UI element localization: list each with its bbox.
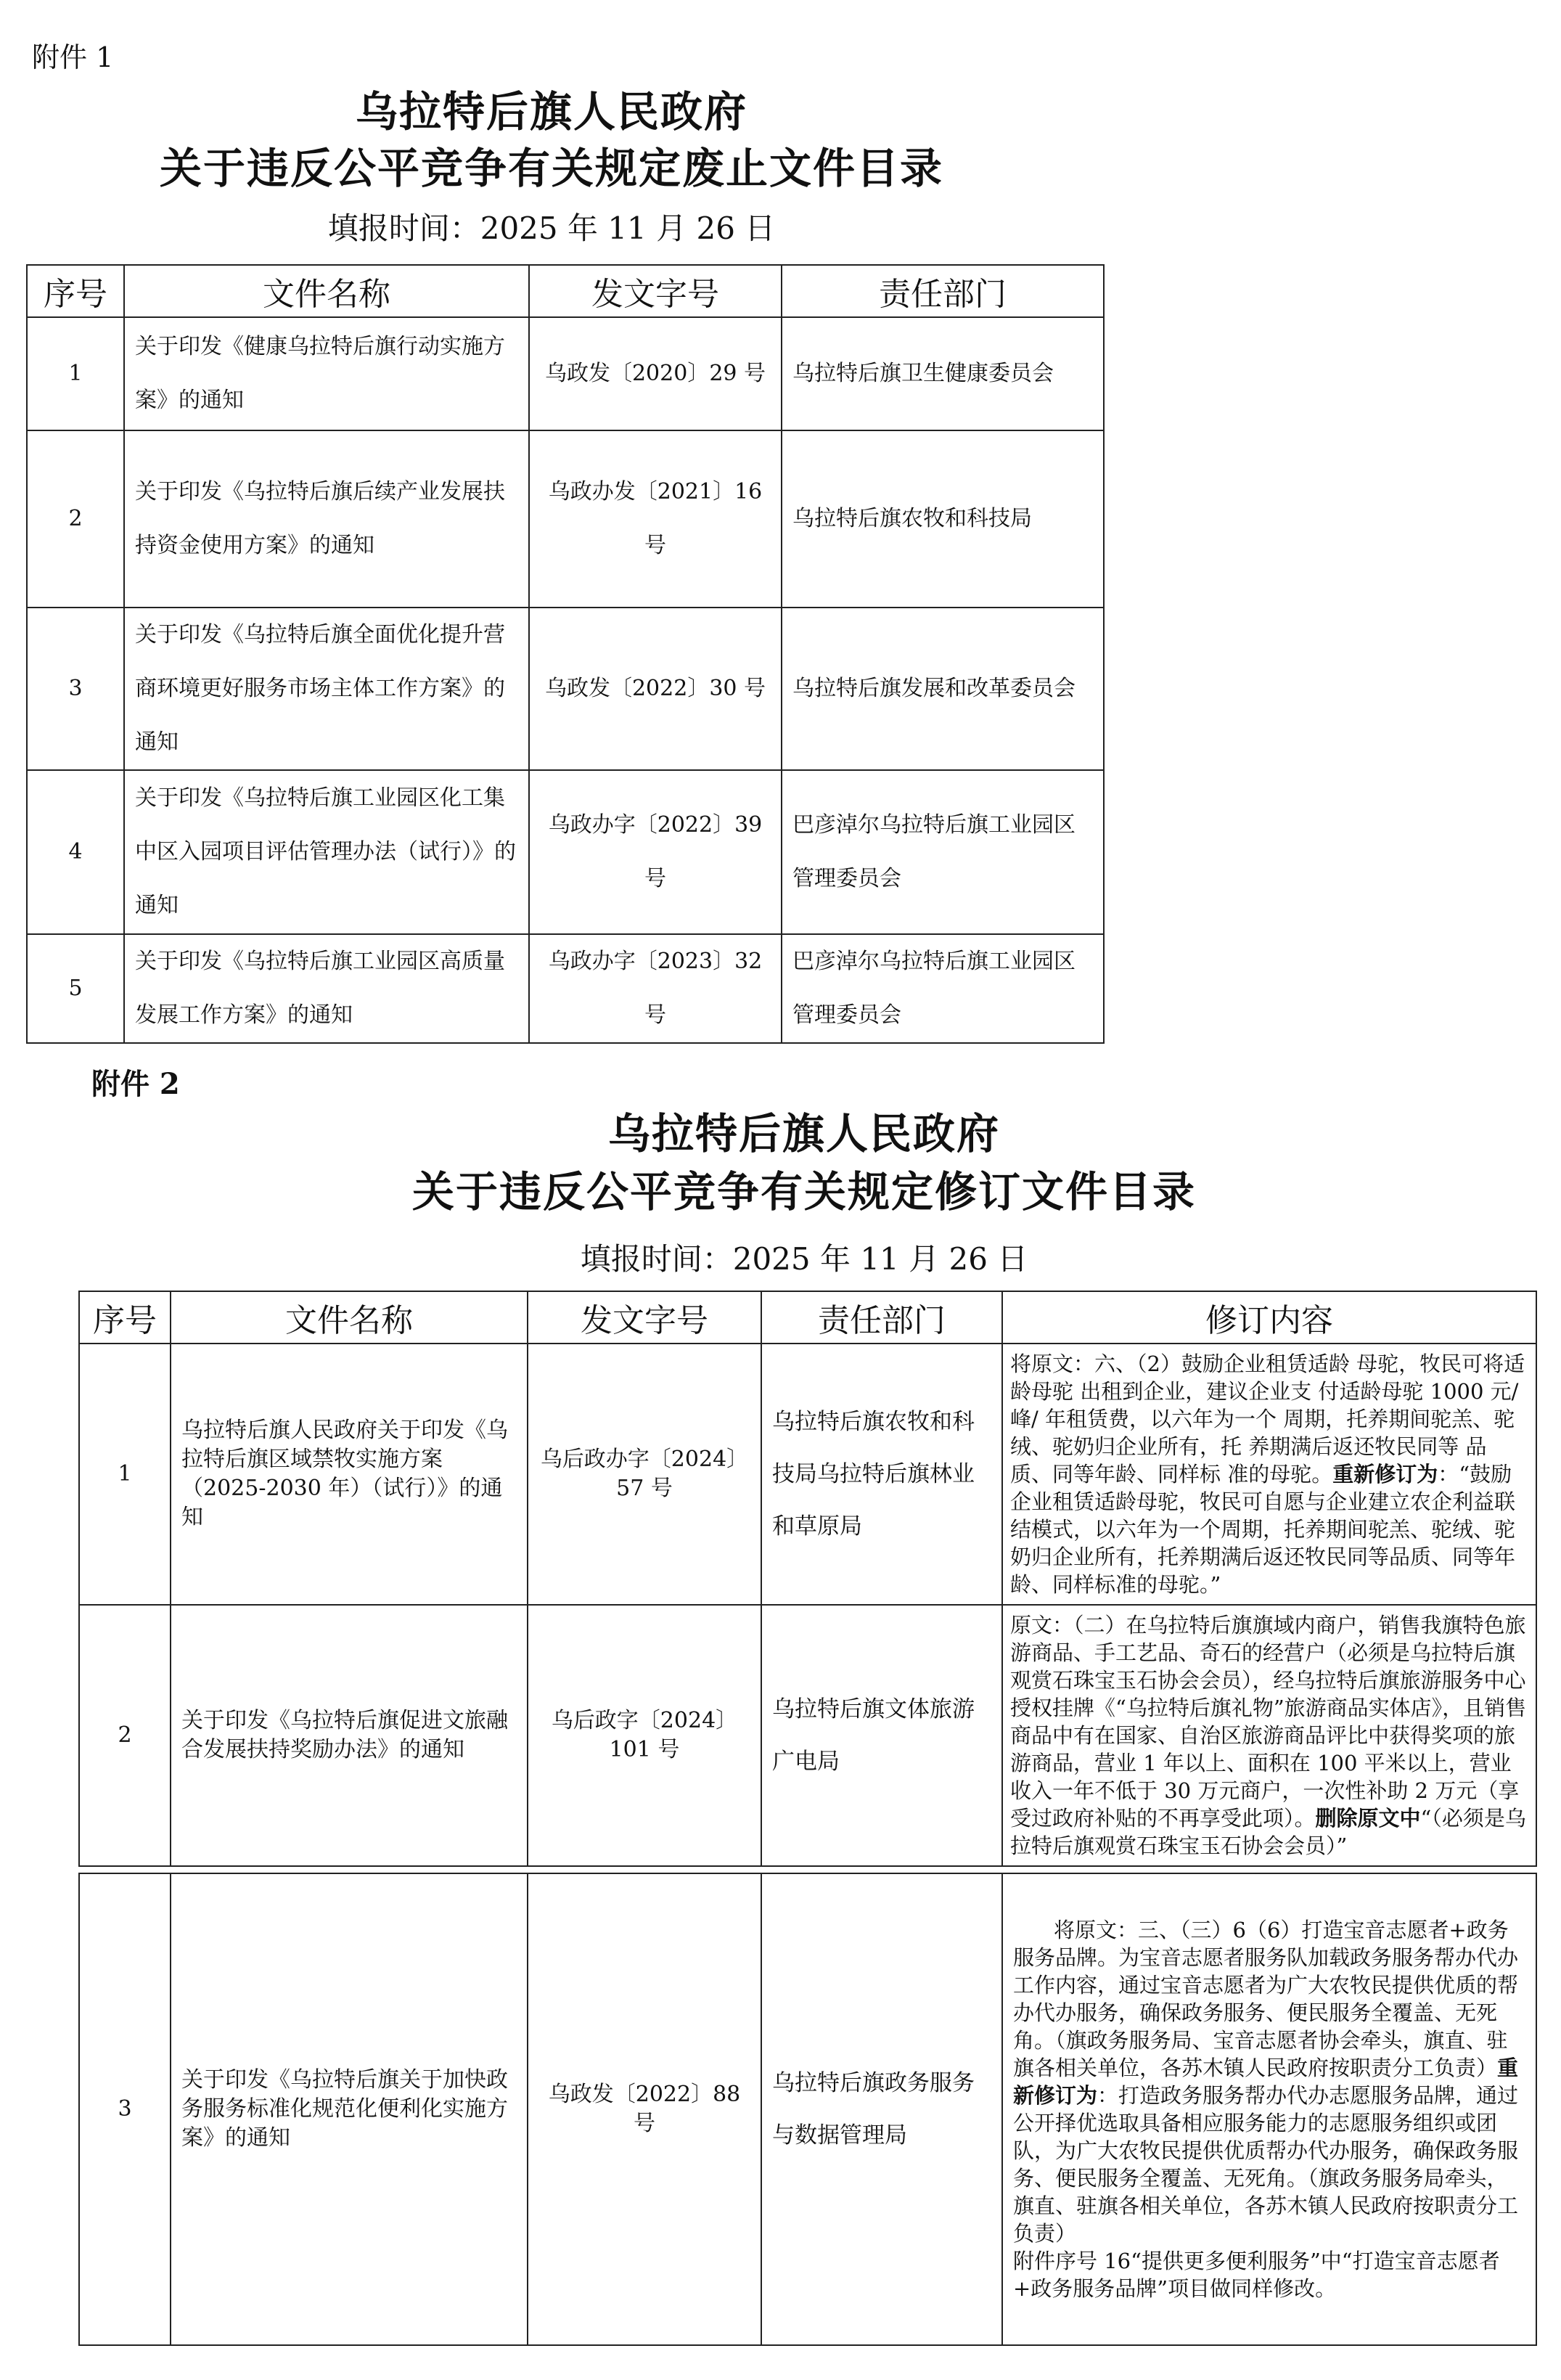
- header-department: 责任部门: [761, 1291, 1002, 1344]
- row-department: 乌拉特后旗农牧和科技局: [782, 430, 1104, 608]
- table-row: [27, 317, 1104, 430]
- header-doc-number: 发文字号: [529, 265, 782, 317]
- abolished-files-table: [26, 264, 1105, 1044]
- row-file-name: 关于印发《乌拉特后旗工业园区化工集中区入园项目评估管理办法（试行）》的通知: [124, 770, 529, 934]
- revised-files-table: [78, 1291, 1537, 1867]
- row-doc-number: 乌政发〔2022〕88 号: [528, 1873, 761, 2345]
- revision-original: 将原文：六、（2）鼓励企业租赁适龄 母驼，牧民可将适龄母驼 出租到企业，建议企业支 付适龄母驼 1000 元/峰/ 年租赁费，以六年为一个 周期，托养期间驼羔、驼 绒、驼奶归企业所有，托 养期满后返还牧民同等 品质、同等年龄、同样标 准的母驼。: [1010, 1351, 1525, 1487]
- header-no: 序号: [79, 1291, 171, 1344]
- row-no: 2: [27, 430, 124, 608]
- row-doc-number: 乌政发〔2020〕29 号: [529, 317, 782, 430]
- row-department: 巴彦淖尔乌拉特后旗工业园区管理委员会: [782, 770, 1104, 934]
- table-row: [27, 770, 1104, 934]
- table-row: [79, 1605, 1536, 1866]
- row-revision: [1002, 1344, 1536, 1605]
- row-file-name: 关于印发《乌拉特后旗全面优化提升营商环境更好服务市场主体工作方案》的通知: [124, 608, 529, 770]
- row-doc-number: 乌政发〔2022〕30 号: [529, 608, 782, 770]
- table-row: [27, 430, 1104, 608]
- row-file-name: 关于印发《乌拉特后旗促进文旅融合发展扶持奖励办法》的通知: [171, 1605, 528, 1866]
- revision-keyword: 重新修订为: [1013, 2056, 1519, 2108]
- revision-new: “（必须是乌拉特后旗观赏石珠宝玉石协会会员）”: [1010, 1806, 1526, 1858]
- table-header-row: [79, 1291, 1536, 1344]
- row-revision: [1002, 1873, 1536, 2345]
- attachment-1-date: 填报时间：2025 年 11 月 26 日: [327, 210, 776, 246]
- attachment-1-title-line2: 关于违反公平竞争有关规定废止文件目录: [159, 144, 943, 193]
- revision-note: 附件序号 16“提供更多便利服务”中“打造宝音志愿者+政务服务品牌”项目做同样修改。: [1013, 2249, 1500, 2301]
- table-row: [79, 1873, 1536, 2345]
- row-doc-number: 乌政办字〔2023〕32 号: [529, 934, 782, 1043]
- row-no: 2: [79, 1605, 171, 1866]
- row-no: 4: [27, 770, 124, 934]
- row-department: 乌拉特后旗发展和改革委员会: [782, 608, 1104, 770]
- revision-new: ：打造政务服务帮办代办志愿服务品牌，通过公开择优选取具备相应服务能力的志愿服务组织或团队，为广大农牧民提供优质帮办代办服务，确保政务服务、便民服务全覆盖、无死角。（旗政务服务局牵头，旗直、驻旗各相关单位，各苏木镇人民政府按职责分工负责）: [1013, 2083, 1519, 2246]
- row-file-name: 关于印发《乌拉特后旗后续产业发展扶持资金使用方案》的通知: [124, 430, 529, 608]
- attachment-1-label: 附件 1: [32, 41, 114, 73]
- revised-files-table-continued: [78, 1873, 1537, 2346]
- row-file-name: 关于印发《乌拉特后旗工业园区高质量发展工作方案》的通知: [124, 934, 529, 1043]
- row-no: 5: [27, 934, 124, 1043]
- revision-original: 原文：（二）在乌拉特后旗旗域内商户，销售我旗特色旅游商品、手工艺品、奇石的经营户（必须是乌拉特后旗观赏石珠宝玉石协会会员），经乌拉特后旗旅游服务中心授权挂牌《“乌拉特后旗礼物”旅游商品实体店》，且销售商品中有在国家、自治区旅游商品评比中获得奖项的旅游商品，营业 1 年以上、面积在 100 平米以上，营业收入一年不低于 30 万元商户，一次性补助 2 万元（享受过政府补贴的不再享受此项）。: [1010, 1613, 1527, 1831]
- revision-keyword: 删除原文中: [1315, 1806, 1421, 1831]
- row-no: 1: [79, 1344, 171, 1605]
- row-department: 乌拉特后旗政务服务与数据管理局: [761, 1873, 1002, 2345]
- table-row: [27, 934, 1104, 1043]
- attachment-2-title-line1: 乌拉特后旗人民政府: [607, 1109, 1000, 1158]
- header-doc-number: 发文字号: [528, 1291, 761, 1344]
- row-doc-number: 乌后政办字〔2024〕57 号: [528, 1344, 761, 1605]
- row-file-name: 关于印发《健康乌拉特后旗行动实施方案》的通知: [124, 317, 529, 430]
- attachment-1-title-line1: 乌拉特后旗人民政府: [355, 87, 747, 136]
- header-file-name: 文件名称: [171, 1291, 528, 1344]
- row-department: 乌拉特后旗农牧和科技局乌拉特后旗林业和草原局: [761, 1344, 1002, 1605]
- row-doc-number: 乌后政字〔2024〕101 号: [528, 1605, 761, 1866]
- revision-keyword: 重新修订为: [1332, 1462, 1438, 1487]
- table-header-row: [27, 265, 1104, 317]
- row-doc-number: 乌政办发〔2021〕16 号: [529, 430, 782, 608]
- revision-original: 将原文：三、（三）6（6）打造宝音志愿者+政务服务品牌。为宝音志愿者服务队加载政务服务帮办代办工作内容，通过宝音志愿者为广大农牧民提供优质的帮办代办服务，确保政务服务、便民服务全覆盖、无死角。（旗政务服务局、宝音志愿者协会牵头，旗直、驻旗各相关单位，各苏木镇人民政府按职责分工负责）: [1013, 1918, 1519, 2080]
- attachment-2-title-line2: 关于违反公平竞争有关规定修订文件目录: [411, 1167, 1196, 1216]
- row-department: 乌拉特后旗文体旅游广电局: [761, 1605, 1002, 1866]
- header-revision: 修订内容: [1002, 1291, 1536, 1344]
- revision-new: ：“鼓励企业租赁适龄母驼，牧民可自愿与企业建立农企利益联结模式，以六年为一个周期，托养期间驼羔、驼绒、驼奶归企业所有，托养期满后返还牧民同等品质、同等年龄、同样标准的母驼。”: [1010, 1462, 1516, 1597]
- attachment-2-date: 填报时间：2025 年 11 月 26 日: [580, 1241, 1028, 1277]
- row-file-name: 关于印发《乌拉特后旗关于加快政务服务标准化规范化便利化实施方案》的通知: [171, 1873, 528, 2345]
- row-department: 乌拉特后旗卫生健康委员会: [782, 317, 1104, 430]
- row-doc-number: 乌政办字〔2022〕39 号: [529, 770, 782, 934]
- row-file-name: 乌拉特后旗人民政府关于印发《乌拉特后旗区域禁牧实施方案（2025-2030 年）（试行）》的通知: [171, 1344, 528, 1605]
- row-no: 1: [27, 317, 124, 430]
- table-row: [79, 1344, 1536, 1605]
- header-no: 序号: [27, 265, 124, 317]
- header-department: 责任部门: [782, 265, 1104, 317]
- row-department: 巴彦淖尔乌拉特后旗工业园区管理委员会: [782, 934, 1104, 1043]
- header-file-name: 文件名称: [124, 265, 529, 317]
- row-no: 3: [79, 1873, 171, 2345]
- table-row: [27, 608, 1104, 770]
- row-no: 3: [27, 608, 124, 770]
- attachment-2-label: 附件 2: [91, 1067, 180, 1101]
- row-revision: [1002, 1605, 1536, 1866]
